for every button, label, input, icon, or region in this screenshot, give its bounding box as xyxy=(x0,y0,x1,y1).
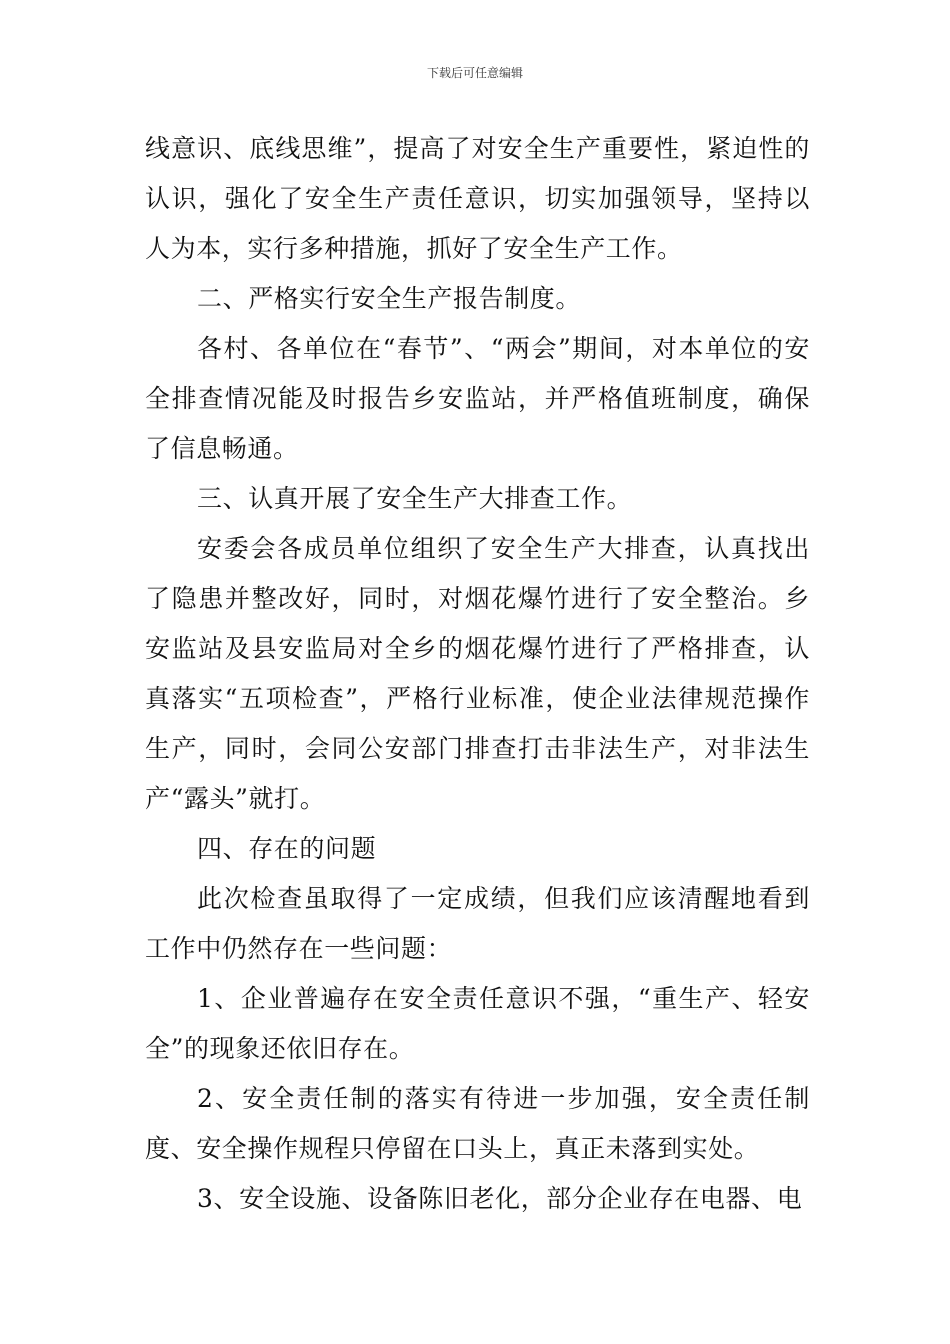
paragraph-reporting: 各村、各单位在“春节”、“两会”期间，对本单位的安全排查情况能及时报告乡安监站，并严格值班制度，确保了信息畅通。 xyxy=(145,334,810,463)
section-heading-problems: 四、存在的问题 xyxy=(197,834,377,863)
list-item-problem-3: 3、安全设施、设备陈旧老化，部分企业存在电器、电 xyxy=(197,1184,803,1213)
list-item-problem-2: 2、安全责任制的落实有待进一步加强，安全责任制度、安全操作规程只停留在口头上，真正未落到实处。 xyxy=(145,1084,810,1163)
document-body xyxy=(145,124,810,1224)
paragraph-inspection: 安委会各成员单位组织了安全生产大排查，认真找出了隐患并整改好，同时，对烟花爆竹进行了安全整治。乡安监站及县安监局对全乡的烟花爆竹进行了严格排查，认真落实“五项检查”，严格行业标准，使企业法律规范操作生产，同时，会同公安部门排查打击非法生产，对非法生产“露头”就打。 xyxy=(145,534,810,813)
paragraph-intro-continuation: 线意识、底线思维”，提高了对安全生产重要性，紧迫性的认识，强化了安全生产责任意识，切实加强领导，坚持以人为本，实行多种措施，抓好了安全生产工作。 xyxy=(145,134,810,263)
page-header-note: 下载后可任意编辑 xyxy=(426,66,523,80)
list-item-problem-1: 1、企业普遍存在安全责任意识不强，“重生产、轻安全”的现象还依旧存在。 xyxy=(145,984,810,1063)
section-heading-inspection: 三、认真开展了安全生产大排查工作。 xyxy=(197,484,633,513)
paragraph-problems-intro: 此次检查虽取得了一定成绩，但我们应该清醒地看到工作中仍然存在一些问题： xyxy=(145,884,810,963)
section-heading-reporting: 二、严格实行安全生产报告制度。 xyxy=(197,284,582,313)
